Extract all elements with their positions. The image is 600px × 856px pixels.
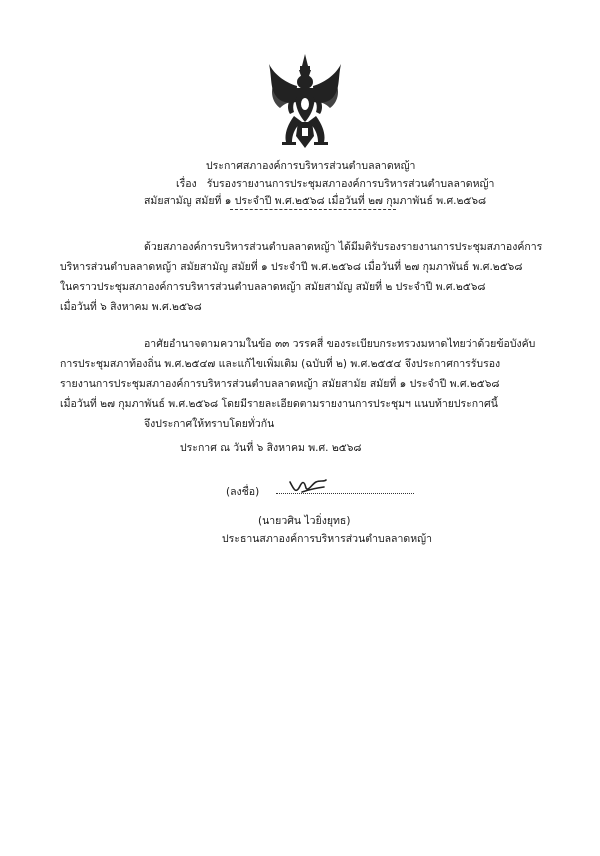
garuda-emblem-icon xyxy=(266,52,344,152)
subject-line xyxy=(176,177,494,191)
paragraph-2-line-3: รายงานการประชุมสภาองค์การบริหารส่วนตำบลลาดหญ้า สมัยสามัย สมัยที่ ๑ ประจำปี พ.ศ.๒๕๖๘ xyxy=(60,378,500,390)
paragraph-1-line-4: เมื่อวันที่ ๖ สิงหาคม พ.ศ.๒๕๖๘ xyxy=(60,301,202,313)
handwritten-signature xyxy=(288,476,328,498)
announcement-date: ประกาศ ณ วันที่ ๖ สิงหาคม พ.ศ. ๒๕๖๘ xyxy=(180,442,362,454)
subject-text: รับรองรายงานการประชุมสภาองค์การบริหารส่วนตำบลลาดหญ้า xyxy=(206,178,495,190)
paragraph-2-line-4: เมื่อวันที่ ๒๗ กุมภาพันธ์ พ.ศ.๒๕๖๘ โดยมีรายละเอียดตามรายงานการประชุมฯ แนบท้ายประกาศนี้ xyxy=(60,398,498,410)
paragraph-2-line-1: อาศัยอำนาจตามความในข้อ ๓๓ วรรคสี่ ของระเบียบกระทรวงมหาดไทยว่าด้วยข้อบังคับ xyxy=(144,338,536,350)
paragraph-1-line-3: ในคราวประชุมสภาองค์การบริหารส่วนตำบลลาดหญ้า สมัยสามัญ สมัยที่ ๒ ประจำปี พ.ศ.๒๕๖๘ xyxy=(60,281,486,293)
announcement-title: ประกาศสภาองค์การบริหารส่วนตำบลลาดหญ้า xyxy=(206,160,416,172)
signer-name: (นายวศิน ไวยิ่งยุทธ) xyxy=(258,515,351,527)
subject-label: เรื่อง xyxy=(176,178,197,190)
session-line: สมัยสามัญ สมัยที่ ๑ ประจำปี พ.ศ.๒๕๖๘ เมื่อวันที่ ๒๗ กุมภาพันธ์ พ.ศ.๒๕๖๘ xyxy=(144,195,487,207)
paragraph-2-line-2: การประชุมสภาท้องถิ่น พ.ศ.๒๕๔๗ และแก้ไขเพิ่มเติม (ฉบับที่ ๒) พ.ศ.๒๕๕๔ จึงประกาศการรับรอง xyxy=(60,358,501,370)
closing-line: จึงประกาศให้ทราบโดยทั่วกัน xyxy=(144,418,275,430)
signer-position: ประธานสภาองค์การบริหารส่วนตำบลลาดหญ้า xyxy=(222,533,432,545)
paragraph-1-line-1: ด้วยสภาองค์การบริหารส่วนตำบลลาดหญ้า ได้มีมติรับรองรายงานการประชุมสภาองค์การ xyxy=(144,241,543,253)
header-divider xyxy=(230,209,396,210)
signature-line xyxy=(276,493,414,494)
paragraph-1-line-2: บริหารส่วนตำบลลาดหญ้า สมัยสามัญ สมัยที่ ๑ ประจำปี พ.ศ.๒๕๖๘ เมื่อวันที่ ๒๗ กุมภาพันธ์ พ.ศ.๒๕๖๘ xyxy=(60,261,523,273)
sign-label: (ลงชื่อ) xyxy=(226,486,260,498)
